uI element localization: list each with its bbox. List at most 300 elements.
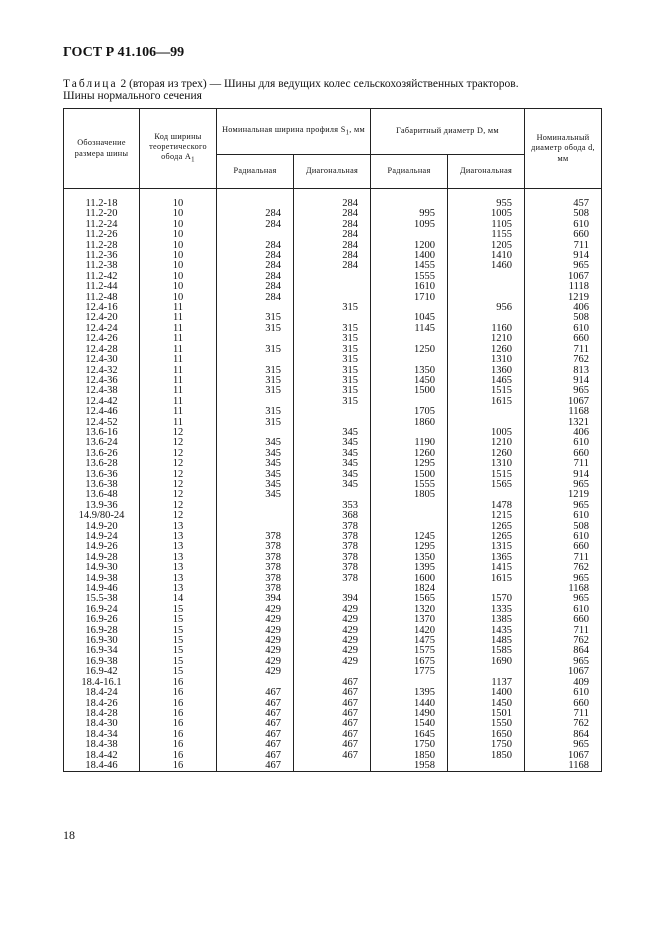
cell-diameter-radial: 1045	[371, 313, 448, 323]
cell-diameter-diagonal: 1205	[448, 241, 525, 251]
table-row	[64, 490, 602, 500]
cell-diameter-diagonal: 1450	[448, 699, 525, 709]
cell-width-radial: 378	[217, 563, 294, 573]
table-row	[64, 386, 602, 396]
cell-width-radial	[217, 678, 294, 688]
cell-rim-diameter: 965	[525, 501, 602, 511]
cell-diameter-radial: 1350	[371, 366, 448, 376]
cell-diameter-radial: 1500	[371, 470, 448, 480]
cell-code: 10	[140, 261, 217, 271]
cell-width-diagonal: 467	[294, 699, 371, 709]
cell-rim-diameter: 660	[525, 334, 602, 344]
cell-designation: 11.2-26	[64, 230, 140, 240]
cell-rim-diameter: 762	[525, 719, 602, 729]
cell-diameter-diagonal: 1310	[448, 355, 525, 365]
cell-designation: 11.2-48	[64, 293, 140, 303]
cell-diameter-diagonal: 1260	[448, 345, 525, 355]
cell-code: 15	[140, 646, 217, 656]
cell-designation: 11.2-44	[64, 282, 140, 292]
cell-code: 13	[140, 542, 217, 552]
cell-rim-diameter: 711	[525, 345, 602, 355]
cell-rim-diameter: 762	[525, 563, 602, 573]
cell-diameter-diagonal	[448, 282, 525, 292]
table-row	[64, 459, 602, 469]
cell-width-diagonal: 284	[294, 220, 371, 230]
col-header-nominal-width: Номинальная ширина профиля $S_1$, мм	[217, 109, 371, 155]
cell-rim-diameter: 508	[525, 522, 602, 532]
cell-width-diagonal: 429	[294, 626, 371, 636]
cell-code: 16	[140, 688, 217, 698]
cell-code: 11	[140, 313, 217, 323]
cell-width-radial: 378	[217, 584, 294, 594]
cell-code: 10	[140, 251, 217, 261]
table-row	[64, 345, 602, 355]
cell-width-diagonal: 345	[294, 438, 371, 448]
cell-designation: 13.6-24	[64, 438, 140, 448]
cell-width-diagonal: 429	[294, 605, 371, 615]
cell-diameter-radial	[371, 355, 448, 365]
cell-diameter-radial	[371, 428, 448, 438]
cell-code: 15	[140, 605, 217, 615]
cell-rim-diameter: 457	[525, 199, 602, 209]
cell-code: 12	[140, 438, 217, 448]
table-row	[64, 584, 602, 594]
cell-width-radial: 315	[217, 324, 294, 334]
cell-diameter-diagonal	[448, 490, 525, 500]
table-row	[64, 719, 602, 729]
cell-rim-diameter: 1067	[525, 667, 602, 677]
cell-width-radial: 429	[217, 615, 294, 625]
table-row	[64, 438, 602, 448]
cell-designation: 12.4-28	[64, 345, 140, 355]
cell-designation: 13.6-36	[64, 470, 140, 480]
cell-diameter-diagonal: 1005	[448, 209, 525, 219]
table-row	[64, 532, 602, 542]
table-caption-text: 2 (вторая из трех) — Шины для ведущих колес сельскохозяйственных тракторов.	[117, 78, 519, 90]
col-header-code: Код ширины теоретического обода $A_1$	[140, 109, 217, 189]
cell-designation: 12.4-46	[64, 407, 140, 417]
cell-diameter-diagonal: 1650	[448, 730, 525, 740]
cell-diameter-diagonal	[448, 584, 525, 594]
cell-rim-diameter: 610	[525, 438, 602, 448]
cell-rim-diameter: 660	[525, 542, 602, 552]
cell-diameter-radial: 1095	[371, 220, 448, 230]
cell-diameter-radial: 1260	[371, 449, 448, 459]
cell-rim-diameter: 1067	[525, 272, 602, 282]
cell-designation: 14.9-24	[64, 532, 140, 542]
cell-width-diagonal	[294, 418, 371, 428]
cell-diameter-radial: 1565	[371, 594, 448, 604]
cell-width-radial: 284	[217, 251, 294, 261]
cell-diameter-radial: 1850	[371, 751, 448, 761]
cell-width-diagonal	[294, 293, 371, 303]
cell-rim-diameter: 1321	[525, 418, 602, 428]
cell-diameter-radial: 1395	[371, 563, 448, 573]
cell-width-radial: 467	[217, 761, 294, 772]
cell-diameter-radial: 1440	[371, 699, 448, 709]
table-row	[64, 657, 602, 667]
cell-rim-diameter: 610	[525, 688, 602, 698]
cell-width-radial	[217, 230, 294, 240]
table-row	[64, 636, 602, 646]
cell-designation: 11.2-42	[64, 272, 140, 282]
cell-width-radial: 429	[217, 626, 294, 636]
table-row	[64, 418, 602, 428]
cell-width-diagonal: 467	[294, 688, 371, 698]
cell-code: 16	[140, 709, 217, 719]
cell-code: 16	[140, 751, 217, 761]
cell-width-diagonal: 467	[294, 751, 371, 761]
cell-rim-diameter: 610	[525, 532, 602, 542]
cell-rim-diameter: 1168	[525, 407, 602, 417]
cell-rim-diameter: 660	[525, 449, 602, 459]
cell-diameter-diagonal: 1585	[448, 646, 525, 656]
cell-diameter-diagonal: 1460	[448, 261, 525, 271]
col-header-rim-diameter: Номинальный диаметр обода d, мм	[525, 109, 602, 189]
table-row	[64, 313, 602, 323]
cell-code: 11	[140, 366, 217, 376]
table-row	[64, 522, 602, 532]
table-row	[64, 626, 602, 636]
cell-code: 11	[140, 376, 217, 386]
cell-width-radial: 345	[217, 438, 294, 448]
cell-code: 13	[140, 522, 217, 532]
cell-code: 15	[140, 636, 217, 646]
cell-diameter-radial: 995	[371, 209, 448, 219]
table-row	[64, 511, 602, 521]
cell-width-radial: 345	[217, 449, 294, 459]
cell-code: 12	[140, 470, 217, 480]
cell-rim-diameter: 965	[525, 594, 602, 604]
cell-rim-diameter: 864	[525, 646, 602, 656]
cell-rim-diameter: 1168	[525, 761, 602, 772]
cell-rim-diameter: 711	[525, 241, 602, 251]
cell-width-radial	[217, 522, 294, 532]
table-row	[64, 678, 602, 688]
cell-width-diagonal: 467	[294, 678, 371, 688]
cell-diameter-radial: 1958	[371, 761, 448, 772]
cell-rim-diameter: 813	[525, 366, 602, 376]
cell-code: 11	[140, 334, 217, 344]
cell-width-radial: 315	[217, 345, 294, 355]
cell-width-diagonal	[294, 667, 371, 677]
cell-diameter-radial: 1350	[371, 553, 448, 563]
cell-width-diagonal: 429	[294, 657, 371, 667]
cell-rim-diameter: 762	[525, 636, 602, 646]
cell-rim-diameter: 610	[525, 605, 602, 615]
cell-diameter-diagonal: 1400	[448, 688, 525, 698]
cell-designation: 12.4-30	[64, 355, 140, 365]
cell-code: 15	[140, 657, 217, 667]
cell-rim-diameter: 711	[525, 553, 602, 563]
cell-diameter-diagonal: 1515	[448, 386, 525, 396]
tire-table	[63, 108, 602, 772]
cell-diameter-diagonal: 1137	[448, 678, 525, 688]
cell-code: 12	[140, 459, 217, 469]
cell-width-diagonal: 315	[294, 397, 371, 407]
cell-diameter-radial	[371, 397, 448, 407]
cell-designation: 11.2-18	[64, 199, 140, 209]
cell-code: 16	[140, 678, 217, 688]
table-row	[64, 334, 602, 344]
cell-rim-diameter: 965	[525, 657, 602, 667]
cell-diameter-diagonal	[448, 418, 525, 428]
cell-diameter-radial: 1675	[371, 657, 448, 667]
cell-width-radial: 467	[217, 730, 294, 740]
cell-rim-diameter: 914	[525, 470, 602, 480]
col-header-diameter-radial: Радиальная	[371, 155, 448, 189]
table-row	[64, 730, 602, 740]
table-row	[64, 605, 602, 615]
cell-width-radial: 394	[217, 594, 294, 604]
cell-width-diagonal: 467	[294, 719, 371, 729]
cell-diameter-radial: 1455	[371, 261, 448, 271]
cell-diameter-diagonal: 1385	[448, 615, 525, 625]
cell-code: 10	[140, 293, 217, 303]
cell-diameter-radial: 1250	[371, 345, 448, 355]
table-row	[64, 761, 602, 772]
cell-diameter-radial: 1575	[371, 646, 448, 656]
cell-width-diagonal: 378	[294, 522, 371, 532]
cell-designation: 12.4-52	[64, 418, 140, 428]
cell-width-diagonal: 345	[294, 470, 371, 480]
cell-width-radial	[217, 511, 294, 521]
cell-designation: 13.6-26	[64, 449, 140, 459]
cell-rim-diameter: 406	[525, 303, 602, 313]
cell-designation: 12.4-38	[64, 386, 140, 396]
table-row	[64, 501, 602, 511]
cell-diameter-diagonal: 1335	[448, 605, 525, 615]
cell-width-radial: 429	[217, 646, 294, 656]
cell-width-diagonal: 284	[294, 199, 371, 209]
cell-diameter-radial: 1500	[371, 386, 448, 396]
cell-width-radial: 467	[217, 699, 294, 709]
cell-width-radial: 467	[217, 719, 294, 729]
cell-code: 11	[140, 355, 217, 365]
cell-diameter-diagonal: 1360	[448, 366, 525, 376]
cell-designation: 11.2-38	[64, 261, 140, 271]
cell-width-diagonal	[294, 282, 371, 292]
cell-designation: 11.2-36	[64, 251, 140, 261]
cell-code: 10	[140, 241, 217, 251]
cell-designation: 12.4-24	[64, 324, 140, 334]
cell-diameter-diagonal: 955	[448, 199, 525, 209]
cell-width-diagonal: 368	[294, 511, 371, 521]
cell-diameter-radial: 1370	[371, 615, 448, 625]
cell-diameter-diagonal: 1615	[448, 397, 525, 407]
cell-diameter-radial: 1395	[371, 688, 448, 698]
cell-width-diagonal	[294, 761, 371, 772]
cell-width-radial: 378	[217, 553, 294, 563]
cell-width-diagonal: 315	[294, 376, 371, 386]
cell-width-radial: 429	[217, 636, 294, 646]
table-row	[64, 428, 602, 438]
cell-width-diagonal: 378	[294, 542, 371, 552]
cell-code: 10	[140, 199, 217, 209]
cell-diameter-diagonal	[448, 293, 525, 303]
cell-width-diagonal: 429	[294, 615, 371, 625]
cell-width-diagonal: 378	[294, 532, 371, 542]
cell-designation: 18.4-46	[64, 761, 140, 772]
table-row	[64, 574, 602, 584]
cell-diameter-diagonal: 1260	[448, 449, 525, 459]
table-row	[64, 303, 602, 313]
document-header: ГОСТ Р 41.106—99	[63, 45, 185, 60]
cell-width-radial: 315	[217, 366, 294, 376]
cell-diameter-radial: 1824	[371, 584, 448, 594]
cell-designation: 11.2-20	[64, 209, 140, 219]
cell-rim-diameter: 508	[525, 313, 602, 323]
cell-code: 13	[140, 563, 217, 573]
cell-designation: 14.9/80-24	[64, 511, 140, 521]
cell-diameter-radial	[371, 303, 448, 313]
cell-width-radial: 345	[217, 470, 294, 480]
cell-designation: 16.9-34	[64, 646, 140, 656]
cell-diameter-diagonal: 1410	[448, 251, 525, 261]
cell-width-radial	[217, 334, 294, 344]
cell-width-radial: 315	[217, 313, 294, 323]
cell-width-radial: 345	[217, 490, 294, 500]
cell-diameter-radial: 1705	[371, 407, 448, 417]
cell-designation: 18.4-42	[64, 751, 140, 761]
cell-code: 15	[140, 626, 217, 636]
table-row	[64, 751, 602, 761]
cell-rim-diameter: 660	[525, 699, 602, 709]
cell-diameter-diagonal: 1265	[448, 522, 525, 532]
cell-rim-diameter: 864	[525, 730, 602, 740]
col-header-width-radial: Радиальная	[217, 155, 294, 189]
table-row	[64, 366, 602, 376]
cell-rim-diameter: 660	[525, 615, 602, 625]
cell-rim-diameter: 508	[525, 209, 602, 219]
cell-rim-diameter: 711	[525, 459, 602, 469]
cell-diameter-radial	[371, 678, 448, 688]
cell-width-diagonal	[294, 584, 371, 594]
cell-width-radial	[217, 397, 294, 407]
cell-width-radial: 429	[217, 657, 294, 667]
cell-width-radial: 467	[217, 709, 294, 719]
table-row	[64, 282, 602, 292]
cell-diameter-radial	[371, 230, 448, 240]
cell-diameter-diagonal: 956	[448, 303, 525, 313]
cell-code: 13	[140, 584, 217, 594]
cell-width-radial: 284	[217, 241, 294, 251]
cell-designation: 18.4-16.1	[64, 678, 140, 688]
table-row	[64, 470, 602, 480]
cell-diameter-diagonal: 1005	[448, 428, 525, 438]
cell-designation: 11.2-24	[64, 220, 140, 230]
cell-diameter-diagonal: 1465	[448, 376, 525, 386]
cell-diameter-radial: 1805	[371, 490, 448, 500]
cell-width-diagonal: 378	[294, 563, 371, 573]
table-row	[64, 646, 602, 656]
cell-diameter-diagonal: 1315	[448, 542, 525, 552]
cell-diameter-diagonal: 1501	[448, 709, 525, 719]
cell-rim-diameter: 610	[525, 324, 602, 334]
cell-diameter-radial: 1610	[371, 282, 448, 292]
table-row	[64, 709, 602, 719]
cell-code: 11	[140, 397, 217, 407]
cell-width-diagonal: 378	[294, 574, 371, 584]
cell-diameter-radial: 1450	[371, 376, 448, 386]
cell-code: 15	[140, 615, 217, 625]
cell-width-diagonal: 315	[294, 324, 371, 334]
cell-code: 12	[140, 511, 217, 521]
cell-width-diagonal: 345	[294, 428, 371, 438]
table-row	[64, 293, 602, 303]
cell-width-diagonal: 315	[294, 303, 371, 313]
cell-designation: 18.4-34	[64, 730, 140, 740]
cell-diameter-radial: 1190	[371, 438, 448, 448]
table-row	[64, 480, 602, 490]
cell-diameter-diagonal	[448, 407, 525, 417]
cell-designation: 13.6-28	[64, 459, 140, 469]
cell-diameter-diagonal: 1570	[448, 594, 525, 604]
cell-diameter-radial: 1750	[371, 740, 448, 750]
cell-diameter-diagonal: 1210	[448, 438, 525, 448]
cell-width-diagonal	[294, 272, 371, 282]
cell-width-radial	[217, 303, 294, 313]
cell-diameter-radial	[371, 199, 448, 209]
cell-code: 13	[140, 553, 217, 563]
table-row	[64, 407, 602, 417]
table-row	[64, 615, 602, 625]
table-row	[64, 209, 602, 219]
cell-width-radial: 429	[217, 667, 294, 677]
cell-rim-diameter: 1067	[525, 751, 602, 761]
cell-code: 16	[140, 730, 217, 740]
cell-diameter-diagonal: 1850	[448, 751, 525, 761]
cell-diameter-radial: 1645	[371, 730, 448, 740]
cell-width-diagonal: 284	[294, 241, 371, 251]
cell-code: 16	[140, 699, 217, 709]
col-header-width-diagonal: Диагональная	[294, 155, 371, 189]
page-number: 18	[63, 828, 75, 842]
cell-designation: 13.6-16	[64, 428, 140, 438]
cell-rim-diameter: 914	[525, 376, 602, 386]
cell-width-radial: 429	[217, 605, 294, 615]
cell-designation: 15.5-38	[64, 594, 140, 604]
cell-designation: 16.9-24	[64, 605, 140, 615]
table-row	[64, 397, 602, 407]
cell-diameter-diagonal: 1485	[448, 636, 525, 646]
cell-width-radial: 345	[217, 459, 294, 469]
cell-width-diagonal: 353	[294, 501, 371, 511]
cell-diameter-diagonal: 1550	[448, 719, 525, 729]
cell-rim-diameter: 406	[525, 428, 602, 438]
cell-width-radial: 467	[217, 688, 294, 698]
cell-width-diagonal: 315	[294, 345, 371, 355]
cell-rim-diameter: 965	[525, 261, 602, 271]
cell-width-diagonal: 394	[294, 594, 371, 604]
cell-designation: 18.4-24	[64, 688, 140, 698]
cell-diameter-diagonal: 1515	[448, 470, 525, 480]
cell-diameter-diagonal: 1435	[448, 626, 525, 636]
cell-code: 11	[140, 386, 217, 396]
cell-designation: 13.6-48	[64, 490, 140, 500]
cell-designation: 16.9-38	[64, 657, 140, 667]
cell-diameter-radial: 1295	[371, 459, 448, 469]
table-row	[64, 594, 602, 604]
cell-code: 12	[140, 449, 217, 459]
cell-width-radial: 315	[217, 386, 294, 396]
table-body	[64, 189, 602, 772]
cell-designation: 16.9-30	[64, 636, 140, 646]
cell-diameter-diagonal: 1310	[448, 459, 525, 469]
cell-diameter-diagonal: 1415	[448, 563, 525, 573]
cell-rim-diameter: 660	[525, 230, 602, 240]
cell-rim-diameter: 965	[525, 740, 602, 750]
